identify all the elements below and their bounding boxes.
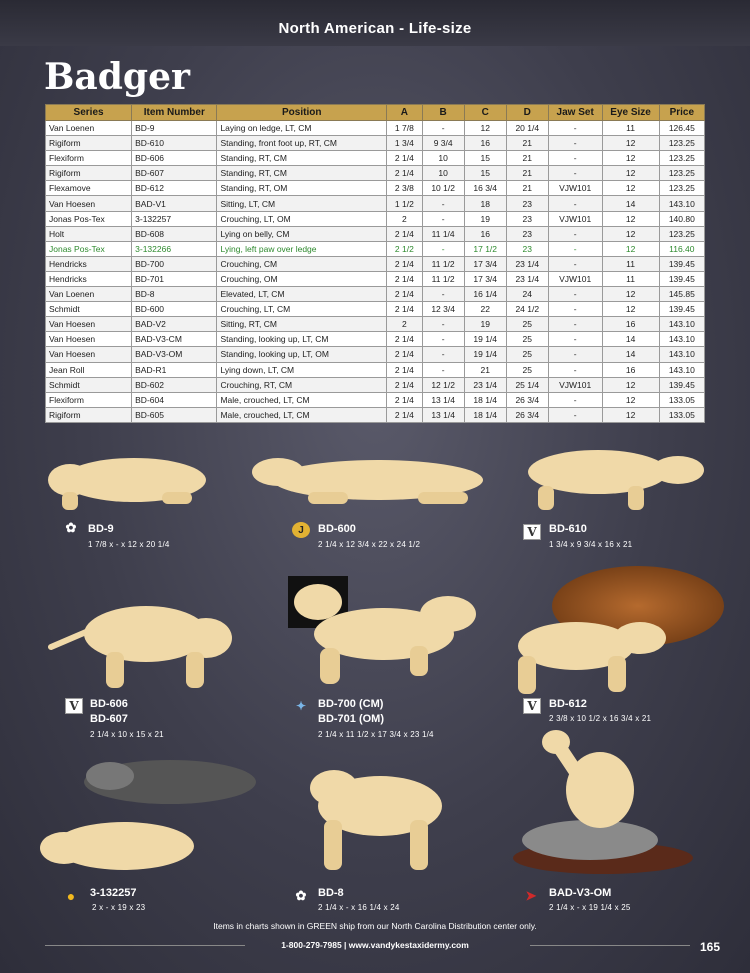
table-cell: 139.45: [659, 377, 704, 392]
jonas-brand-icon: J: [292, 522, 310, 538]
form-image-bd610: [518, 440, 708, 516]
table-cell: 14: [602, 332, 659, 347]
table-cell: 16 1/4: [464, 287, 506, 302]
table-cell: 24 1/2: [506, 302, 548, 317]
table-cell: Rigiform: [46, 407, 132, 422]
form-image-3-132257-photo: [80, 752, 260, 812]
table-cell: 139.45: [659, 271, 704, 286]
table-cell: 12: [602, 226, 659, 241]
table-header-row: [46, 105, 705, 121]
table-row: [46, 121, 705, 136]
page-title: Badger: [44, 56, 190, 98]
table-cell: 18 1/4: [464, 407, 506, 422]
table-cell: BD-600: [132, 302, 217, 317]
footer-contact: 1-800-279-7985 | www.vandykestaxidermy.com: [281, 940, 469, 950]
table-cell: Van Loenen: [46, 287, 132, 302]
table-cell: 145.85: [659, 287, 704, 302]
table-cell: 12: [602, 377, 659, 392]
table-cell: Male, crouched, LT, CM: [217, 407, 387, 422]
table-cell: -: [422, 317, 464, 332]
table-cell: 11: [602, 121, 659, 136]
table-cell: 25: [506, 362, 548, 377]
table-cell: BAD-V1: [132, 196, 217, 211]
table-cell: 2 1/4: [387, 256, 423, 271]
table-row: [46, 392, 705, 407]
table-row: [46, 211, 705, 226]
product-dims-bd606: 2 1/4 x 10 x 15 x 21: [90, 730, 164, 739]
table-cell: 1 7/8: [387, 121, 423, 136]
table-cell: Standing, front foot up, RT, CM: [217, 136, 387, 151]
product-label-bd9: BD-9: [88, 523, 114, 535]
table-cell: Van Hoesen: [46, 317, 132, 332]
column-header: Series: [46, 105, 132, 121]
table-cell: 123.25: [659, 136, 704, 151]
table-cell: -: [548, 136, 602, 151]
table-cell: Van Hoesen: [46, 332, 132, 347]
table-row: [46, 226, 705, 241]
product-label-bd606: BD-606: [90, 698, 128, 710]
table-cell: 17 1/2: [464, 241, 506, 256]
van-loenen-paw-icon: ✿: [65, 520, 77, 535]
table-cell: -: [422, 211, 464, 226]
product-dims-bd9: 1 7/8 x - x 12 x 20 1/4: [88, 540, 170, 549]
table-cell: 143.10: [659, 196, 704, 211]
table-cell: Van Hoesen: [46, 347, 132, 362]
table-cell: -: [422, 347, 464, 362]
form-image-bd8: [300, 766, 450, 876]
table-cell: 26 3/4: [506, 392, 548, 407]
table-cell: 9 3/4: [422, 136, 464, 151]
table-cell: 25 1/4: [506, 377, 548, 392]
table-cell: 14: [602, 347, 659, 362]
column-header: A: [387, 105, 423, 121]
table-body: [46, 121, 705, 423]
table-cell: Crouching, RT, CM: [217, 377, 387, 392]
table-cell: BD-700: [132, 256, 217, 271]
table-cell: 2 1/4: [387, 166, 423, 181]
table-cell: 16 3/4: [464, 181, 506, 196]
table-cell: 2 1/4: [387, 226, 423, 241]
table-cell: Flexiform: [46, 151, 132, 166]
table-cell: 12: [602, 181, 659, 196]
product-dims-bd600: 2 1/4 x 12 3/4 x 22 x 24 1/2: [318, 540, 421, 549]
table-cell: -: [422, 241, 464, 256]
table-cell: 2 1/4: [387, 347, 423, 362]
table-cell: 2 1/4: [387, 392, 423, 407]
table-row: [46, 256, 705, 271]
table-cell: 11 1/2: [422, 256, 464, 271]
table-cell: 123.25: [659, 151, 704, 166]
table-cell: 2 1/4: [387, 271, 423, 286]
table-row: [46, 347, 705, 362]
table-cell: 123.25: [659, 226, 704, 241]
table-cell: BD-608: [132, 226, 217, 241]
table-cell: 11: [602, 271, 659, 286]
table-cell: 12: [602, 302, 659, 317]
product-label-bd612: BD-612: [549, 698, 587, 710]
table-cell: Standing, RT, CM: [217, 166, 387, 181]
table-cell: 2: [387, 317, 423, 332]
table-cell: 126.45: [659, 121, 704, 136]
van-loenen-paw-icon: ✿: [295, 888, 307, 903]
form-image-bd612: [508, 610, 668, 700]
table-cell: 18: [464, 196, 506, 211]
table-cell: 23 1/4: [506, 271, 548, 286]
table-cell: 15: [464, 166, 506, 181]
table-row: [46, 196, 705, 211]
table-cell: BD-8: [132, 287, 217, 302]
form-image-bad-v3-om: [510, 728, 696, 878]
table-cell: 21: [506, 166, 548, 181]
table-cell: BAD-R1: [132, 362, 217, 377]
table-cell: Male, crouched, LT, CM: [217, 392, 387, 407]
table-cell: 16: [464, 226, 506, 241]
table-cell: BD-612: [132, 181, 217, 196]
table-cell: -: [422, 121, 464, 136]
table-cell: -: [548, 407, 602, 422]
form-image-bd606: [46, 592, 236, 692]
column-header: Jaw Set: [548, 105, 602, 121]
table-cell: 143.10: [659, 317, 704, 332]
table-cell: 12: [464, 121, 506, 136]
product-label-bd600: BD-600: [318, 523, 356, 535]
table-cell: 23 1/4: [464, 377, 506, 392]
table-cell: 2 1/4: [387, 377, 423, 392]
table-cell: -: [548, 196, 602, 211]
table-cell: Rigiform: [46, 136, 132, 151]
table-cell: Standing, looking up, LT, OM: [217, 347, 387, 362]
table-cell: 139.45: [659, 256, 704, 271]
table-cell: 12 3/4: [422, 302, 464, 317]
table-cell: 3-132266: [132, 241, 217, 256]
table-cell: 26 3/4: [506, 407, 548, 422]
product-label-bd610: BD-610: [549, 523, 587, 535]
table-cell: -: [548, 287, 602, 302]
form-image-3-132257: [36, 814, 196, 880]
table-cell: 14: [602, 196, 659, 211]
van-hoesen-brand-icon: ➤: [525, 888, 537, 903]
table-cell: 2 1/4: [387, 362, 423, 377]
product-dims-bd700: 2 1/4 x 11 1/2 x 17 3/4 x 23 1/4: [318, 730, 434, 739]
table-cell: 12: [602, 166, 659, 181]
table-cell: 19 1/4: [464, 347, 506, 362]
product-label-bd8: BD-8: [318, 887, 344, 899]
table-cell: Standing, looking up, LT, CM: [217, 332, 387, 347]
table-cell: 12: [602, 136, 659, 151]
table-cell: VJW101: [548, 271, 602, 286]
table-cell: -: [422, 332, 464, 347]
table-cell: 12: [602, 407, 659, 422]
table-cell: 25: [506, 317, 548, 332]
table-cell: 22: [464, 302, 506, 317]
table-row: [46, 151, 705, 166]
product-label-3-132257: 3-132257: [90, 887, 137, 899]
table-cell: 12 1/2: [422, 377, 464, 392]
table-cell: 16: [602, 317, 659, 332]
table-cell: 21: [464, 362, 506, 377]
column-header: B: [422, 105, 464, 121]
table-cell: BAD-V2: [132, 317, 217, 332]
table-cell: 12: [602, 392, 659, 407]
table-cell: 2 1/4: [387, 332, 423, 347]
table-cell: Rigiform: [46, 166, 132, 181]
product-label-bd700: BD-700 (CM): [318, 698, 384, 710]
table-cell: 17 3/4: [464, 256, 506, 271]
table-cell: 143.10: [659, 347, 704, 362]
table-cell: -: [548, 317, 602, 332]
table-cell: -: [548, 256, 602, 271]
table-cell: Holt: [46, 226, 132, 241]
section-header: North American - Life-size: [278, 20, 472, 37]
table-row: [46, 407, 705, 422]
table-cell: Flexamove: [46, 181, 132, 196]
product-label-bad-v3-om: BAD-V3-OM: [549, 887, 612, 899]
table-cell: Lying on belly, CM: [217, 226, 387, 241]
table-cell: -: [422, 196, 464, 211]
table-cell: 15: [464, 151, 506, 166]
table-cell: BD-605: [132, 407, 217, 422]
table-cell: 21: [506, 136, 548, 151]
table-cell: Standing, RT, OM: [217, 181, 387, 196]
table-row: [46, 287, 705, 302]
table-row: [46, 136, 705, 151]
table-cell: -: [422, 362, 464, 377]
table-cell: Jonas Pos-Tex: [46, 241, 132, 256]
table-cell: Lying down, LT, CM: [217, 362, 387, 377]
v-brand-icon: V: [523, 698, 541, 714]
table-cell: BD-606: [132, 151, 217, 166]
table-cell: 2 1/4: [387, 287, 423, 302]
table-cell: BD-607: [132, 166, 217, 181]
jonas-pos-tex-icon: ●: [66, 888, 76, 904]
table-cell: 12: [602, 211, 659, 226]
product-label-bd607: BD-607: [90, 713, 128, 725]
table-cell: BD-602: [132, 377, 217, 392]
table-cell: 23: [506, 196, 548, 211]
table-cell: 12: [602, 241, 659, 256]
table-cell: 143.10: [659, 362, 704, 377]
table-cell: Jonas Pos-Tex: [46, 211, 132, 226]
table-cell: VJW101: [548, 181, 602, 196]
table-cell: 133.05: [659, 392, 704, 407]
footer-note: Items in charts shown in GREEN ship from our North Carolina Distribution center only.: [213, 921, 537, 931]
table-cell: 116.40: [659, 241, 704, 256]
table-cell: Van Hoesen: [46, 196, 132, 211]
column-header: C: [464, 105, 506, 121]
column-header: Item Number: [132, 105, 217, 121]
table-cell: -: [548, 392, 602, 407]
table-cell: -: [422, 287, 464, 302]
product-label-bd701: BD-701 (OM): [318, 713, 385, 725]
table-cell: 13 1/4: [422, 392, 464, 407]
column-header: Position: [217, 105, 387, 121]
table-cell: 11: [602, 256, 659, 271]
table-row: [46, 166, 705, 181]
product-dims-bd612: 2 3/8 x 10 1/2 x 16 3/4 x 21: [549, 714, 652, 723]
table-row: [46, 362, 705, 377]
table-cell: 3-132257: [132, 211, 217, 226]
table-cell: 19: [464, 317, 506, 332]
table-cell: Elevated, LT, CM: [217, 287, 387, 302]
table-row: [46, 332, 705, 347]
table-cell: Standing, RT, CM: [217, 151, 387, 166]
table-cell: BD-604: [132, 392, 217, 407]
table-cell: BD-610: [132, 136, 217, 151]
table-row: [46, 271, 705, 286]
table-cell: 17 3/4: [464, 271, 506, 286]
table-cell: Hendricks: [46, 256, 132, 271]
table-cell: Flexiform: [46, 392, 132, 407]
table-cell: 140.80: [659, 211, 704, 226]
table-row: [46, 241, 705, 256]
table-cell: Crouching, LT, CM: [217, 302, 387, 317]
table-cell: -: [548, 151, 602, 166]
flexiform-brand-icon: ✦: [295, 699, 307, 713]
table-cell: 21: [506, 181, 548, 196]
table-cell: Laying on ledge, LT, CM: [217, 121, 387, 136]
table-cell: 2 1/2: [387, 241, 423, 256]
table-cell: 24: [506, 287, 548, 302]
table-cell: Hendricks: [46, 271, 132, 286]
table-cell: 10: [422, 166, 464, 181]
product-dims-bd610: 1 3/4 x 9 3/4 x 16 x 21: [549, 540, 633, 549]
table-cell: 19: [464, 211, 506, 226]
table-row: [46, 377, 705, 392]
table-cell: Crouching, LT, OM: [217, 211, 387, 226]
column-header: Eye Size: [602, 105, 659, 121]
table-cell: 123.25: [659, 166, 704, 181]
page-number: 165: [700, 940, 721, 954]
price-table: [45, 104, 705, 423]
product-dims-bd8: 2 1/4 x - x 16 1/4 x 24: [318, 903, 400, 912]
table-cell: 2 1/4: [387, 407, 423, 422]
table-cell: Schmidt: [46, 377, 132, 392]
table-cell: BD-9: [132, 121, 217, 136]
product-dims-bad-v3-om: 2 1/4 x - x 19 1/4 x 25: [549, 903, 631, 912]
table-cell: 10: [422, 151, 464, 166]
table-cell: 13 1/4: [422, 407, 464, 422]
table-cell: -: [548, 302, 602, 317]
table-cell: 10 1/2: [422, 181, 464, 196]
table-cell: -: [548, 332, 602, 347]
table-row: [46, 317, 705, 332]
table-row: [46, 181, 705, 196]
v-brand-icon: V: [523, 524, 541, 540]
table-cell: 16: [464, 136, 506, 151]
table-cell: 19 1/4: [464, 332, 506, 347]
table-cell: BAD-V3-OM: [132, 347, 217, 362]
table-cell: -: [548, 166, 602, 181]
table-cell: VJW101: [548, 211, 602, 226]
table-cell: BAD-V3-CM: [132, 332, 217, 347]
table-cell: 11 1/4: [422, 226, 464, 241]
table-cell: 16: [602, 362, 659, 377]
table-cell: BD-701: [132, 271, 217, 286]
table-cell: 20 1/4: [506, 121, 548, 136]
table-cell: Crouching, CM: [217, 256, 387, 271]
table-cell: 1 1/2: [387, 196, 423, 211]
table-cell: 23: [506, 211, 548, 226]
table-cell: -: [548, 121, 602, 136]
table-cell: 25: [506, 347, 548, 362]
table-cell: 2 1/4: [387, 151, 423, 166]
table-cell: 133.05: [659, 407, 704, 422]
table-cell: Van Loenen: [46, 121, 132, 136]
table-cell: 123.25: [659, 181, 704, 196]
table-cell: -: [548, 347, 602, 362]
table-cell: Crouching, OM: [217, 271, 387, 286]
table-cell: 12: [602, 287, 659, 302]
table-cell: 21: [506, 151, 548, 166]
table-cell: 11 1/2: [422, 271, 464, 286]
product-dims-3-132257: 2 x - x 19 x 23: [92, 903, 146, 912]
table-cell: 18 1/4: [464, 392, 506, 407]
table-cell: 12: [602, 151, 659, 166]
column-header: D: [506, 105, 548, 121]
table-cell: 143.10: [659, 332, 704, 347]
form-image-bd9: [42, 448, 212, 518]
table-cell: 23: [506, 226, 548, 241]
table-cell: 139.45: [659, 302, 704, 317]
table-cell: 23: [506, 241, 548, 256]
table-cell: 2 1/4: [387, 302, 423, 317]
table-cell: Lying, left paw over ledge: [217, 241, 387, 256]
table-cell: 25: [506, 332, 548, 347]
form-image-bd700: [300, 588, 480, 688]
table-cell: VJW101: [548, 377, 602, 392]
v-brand-icon: V: [65, 698, 83, 714]
table-cell: -: [548, 362, 602, 377]
table-cell: Sitting, RT, CM: [217, 317, 387, 332]
table-row: [46, 302, 705, 317]
table-cell: Jean Roll: [46, 362, 132, 377]
table-cell: Schmidt: [46, 302, 132, 317]
form-image-bd600: [248, 448, 488, 512]
table-cell: 2 3/8: [387, 181, 423, 196]
table-cell: Sitting, LT, CM: [217, 196, 387, 211]
table-cell: -: [548, 241, 602, 256]
table-cell: -: [548, 226, 602, 241]
table-cell: 1 3/4: [387, 136, 423, 151]
table-cell: 23 1/4: [506, 256, 548, 271]
column-header: Price: [659, 105, 704, 121]
table-cell: 2: [387, 211, 423, 226]
